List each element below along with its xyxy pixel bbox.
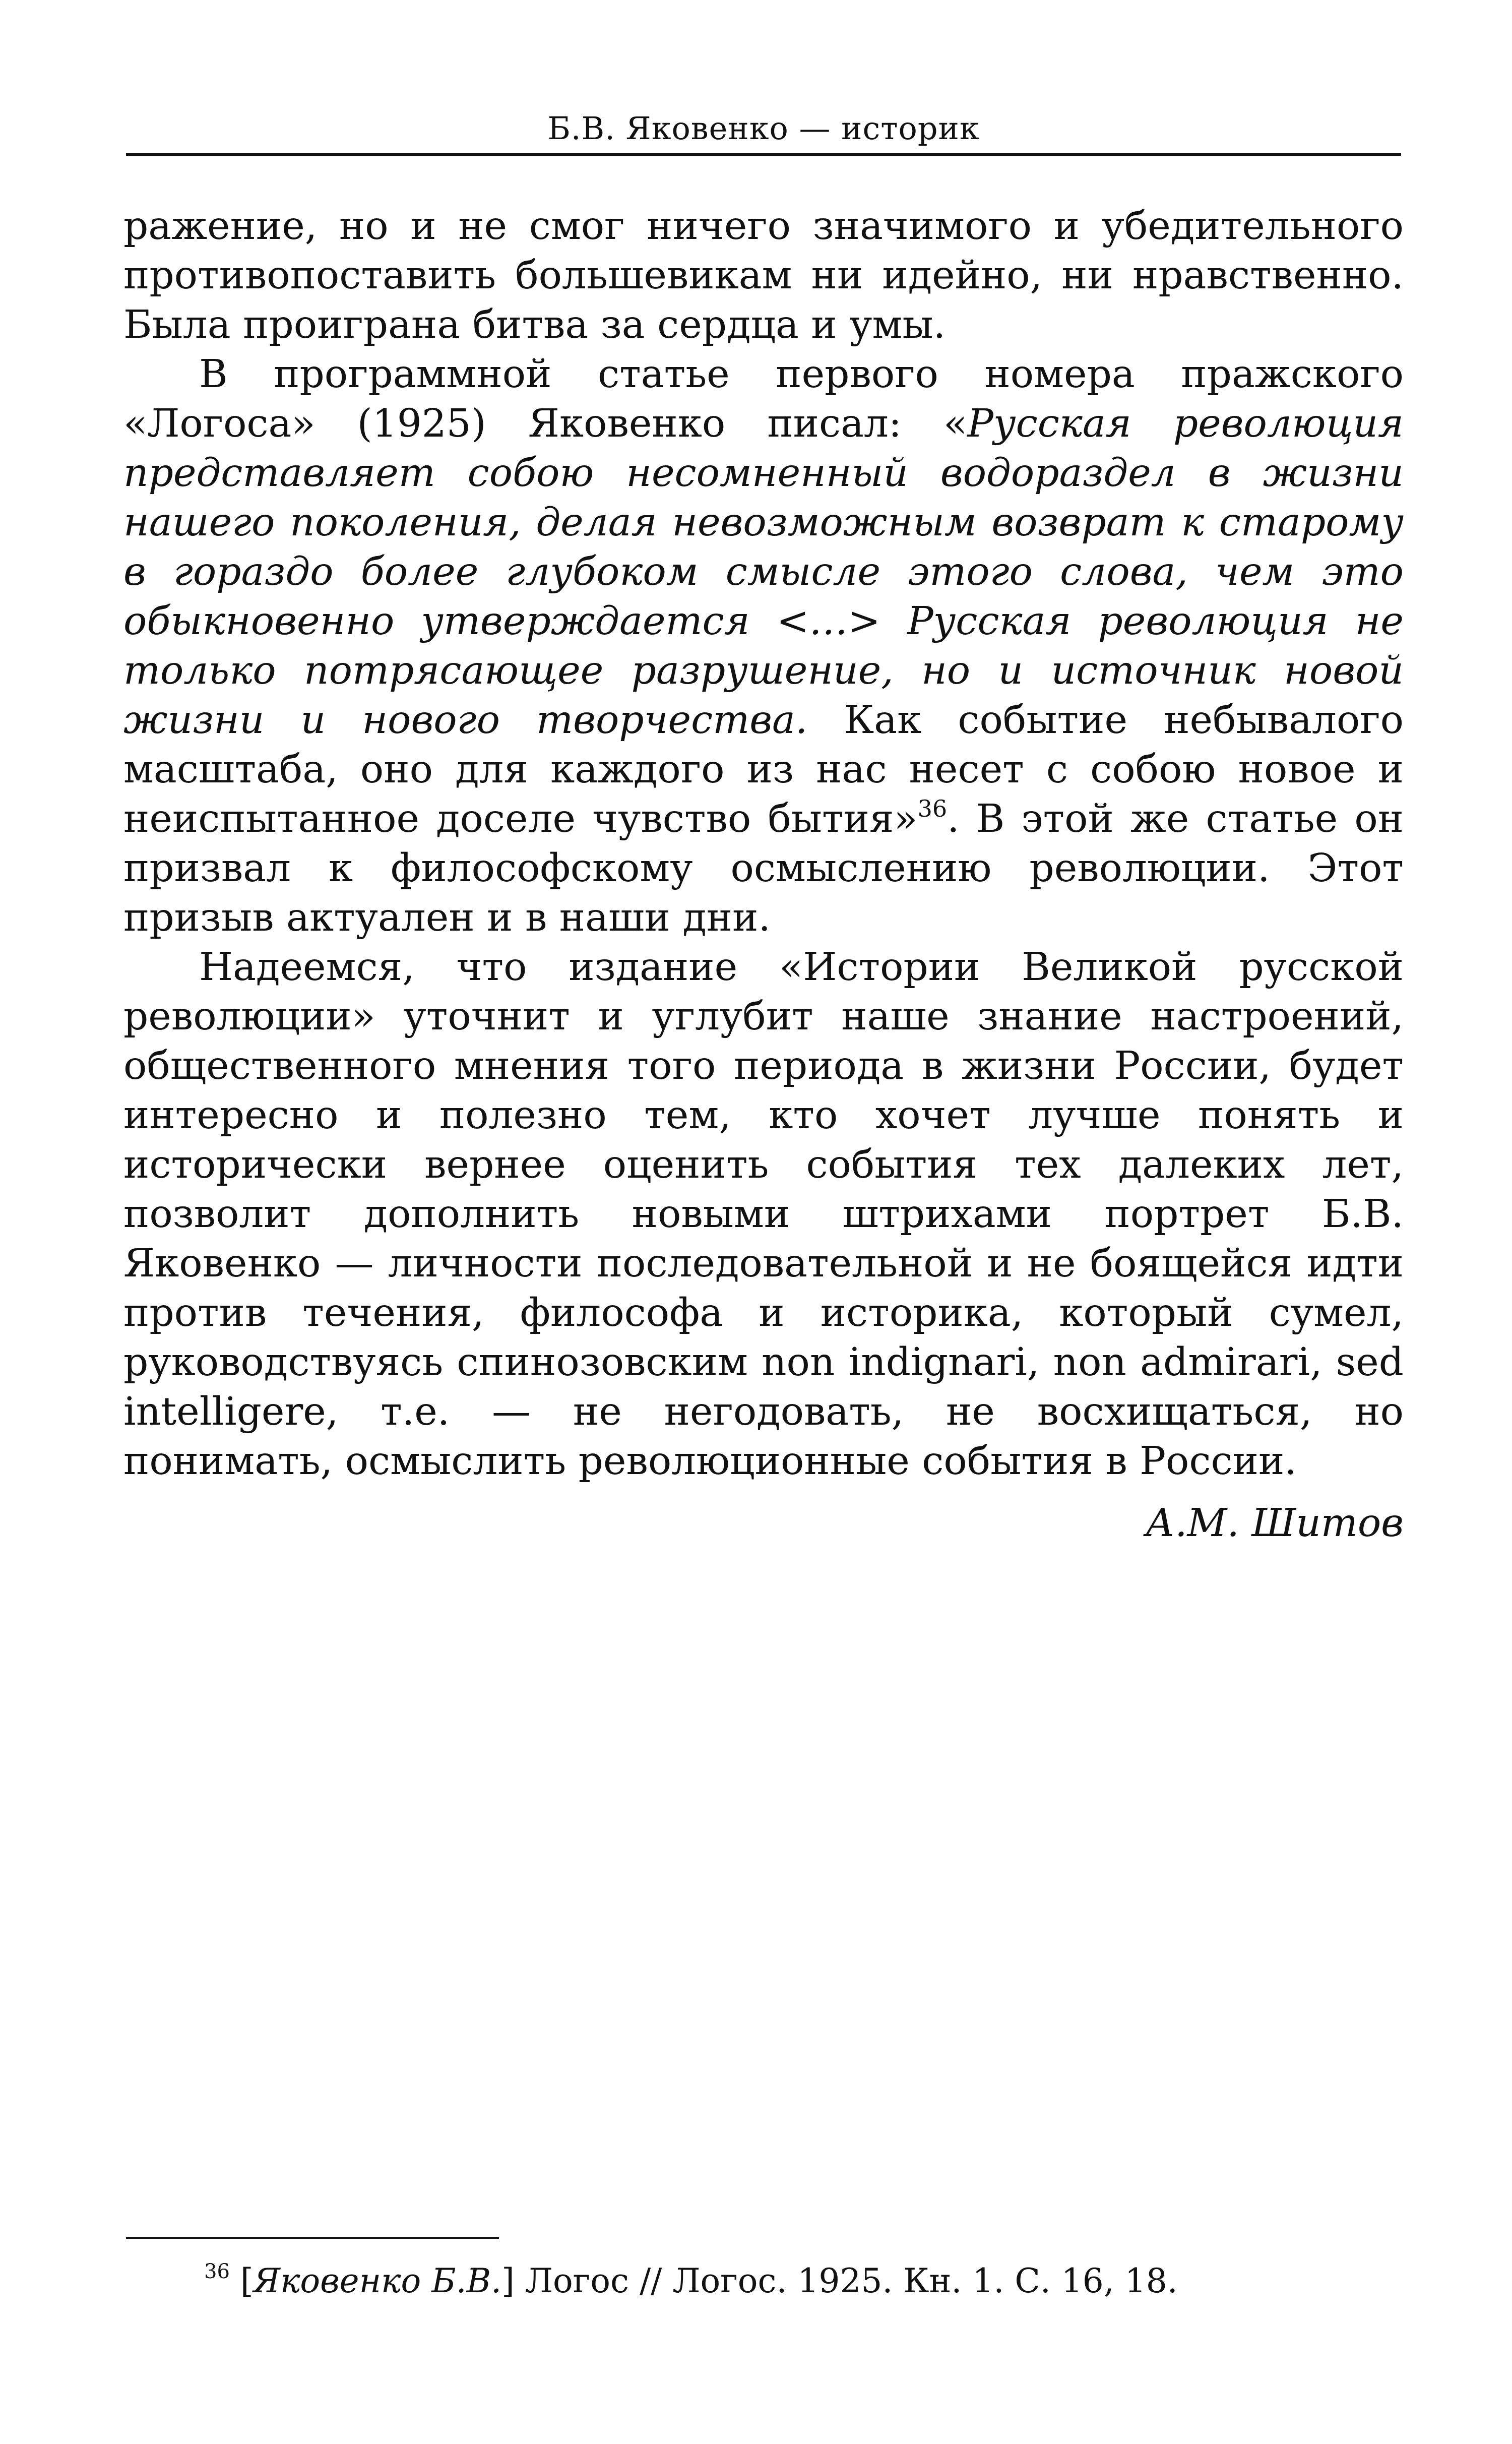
- author-signature: А.М. Шитов: [1145, 1501, 1404, 1546]
- header-rule: [126, 153, 1401, 156]
- logos-quote: Русская революция представляет собою несомненный водораздел в жизни нашего поколения, делая невозможным возврат к старому в гораздо более глубоком смысле этого слова, чем это обыкновенно утверждается <…> Русская революция не только потрясающее разрушение, но и источник новой жизни и нового творчества.: [123, 401, 1404, 743]
- footnote-close-bracket: ]: [501, 2262, 515, 2300]
- main-text: [123, 202, 1404, 1548]
- paragraph-1: ражение, но и не смог ничего значимого и убедительного противопоставить большевикам ни идейно, ни нравственно. Была проиграна битва за сердца и умы.: [123, 204, 1404, 347]
- footnote-number: 36: [204, 2260, 230, 2283]
- footnote-open-bracket: [: [240, 2262, 254, 2300]
- footnote-rule: [126, 2237, 499, 2239]
- paragraph-2-end: . В этой же статье он призвал к философскому осмыслению революции. Этот призыв актуален и в наши дни.: [123, 797, 1404, 940]
- paragraph-2-continuation: Как событие небывалого масштаба, оно для каждого из нас несет с собою новое и неиспытанное доселе чувство бытия»: [123, 698, 1404, 841]
- running-head: Б.В. Яковенко — историк: [547, 110, 980, 147]
- footnote-author: Яковенко Б.В.: [253, 2262, 502, 2300]
- footnote-reference[interactable]: 36: [917, 795, 948, 823]
- paragraph-2: [123, 350, 1404, 943]
- paragraph-3: Надеемся, что издание «Истории Великой русской революции» уточнит и углубит наше знание настроений, общественного мнения того периода в жизни России, будет интересно и полезно тем, кто хочет лучше понять и исторически вернее оценить события тех далеких лет, позволит дополнить новыми штрихами портрет Б.В. Яковенко — личности последовательной и не боящейся идти против течения, философа и историка, который сумел, руководствуясь спинозовским non indignari, non admirari, sed intelligere, т.е. — не негодовать, не восхищаться, но понимать, осмыслить революционные события в России.: [123, 945, 1404, 1484]
- footnote-citation: Логос // Логос. 1925. Кн. 1. С. 16, 18.: [514, 2262, 1178, 2300]
- paragraph-2-intro: В программной статье первого номера пражского «Логоса» (1925) Яковенко писал: «: [123, 352, 1404, 446]
- footnote: [204, 2258, 1178, 2304]
